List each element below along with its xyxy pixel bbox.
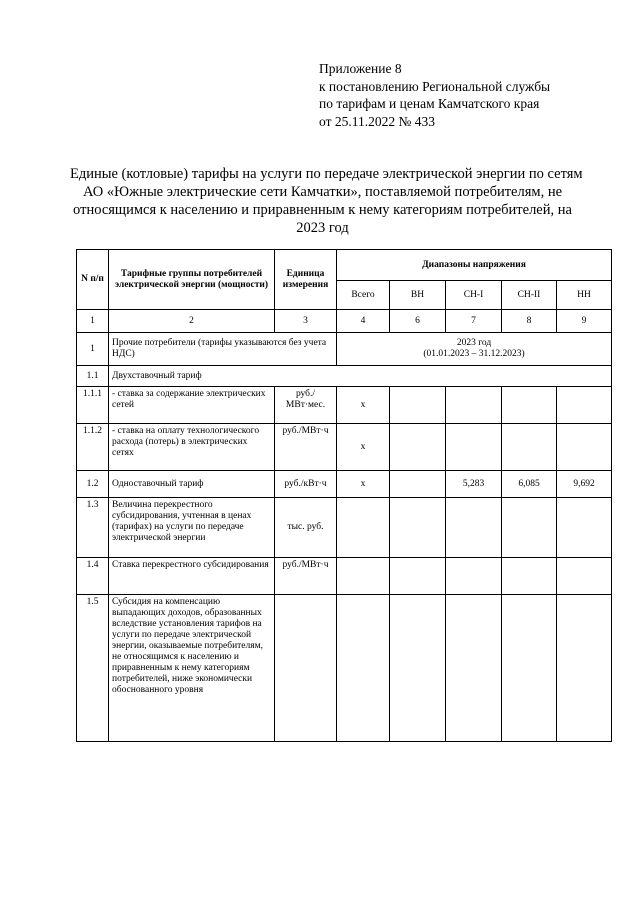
cell-sn1: 5,283 [446, 471, 502, 498]
column-number: 3 [275, 310, 337, 333]
cell-total: х [337, 424, 390, 471]
header-unit: Единица измерения [275, 250, 337, 310]
row-unit: тыс. руб. [275, 498, 337, 558]
header-vn: ВН [390, 281, 446, 310]
row-num: 1.5 [77, 595, 109, 742]
row-unit: руб./кВт·ч [275, 471, 337, 498]
cell-total: х [337, 471, 390, 498]
cell-sn1 [446, 498, 502, 558]
title-line: АО «Южные электрические сети Камчатки», поставляемой потребителям, не [82, 184, 563, 200]
row-num: 1.1 [77, 366, 109, 387]
table-row [77, 558, 612, 595]
header-num: N п/п [77, 250, 109, 310]
row-num: 1.3 [77, 498, 109, 558]
cell-vn [390, 558, 446, 595]
column-number: 9 [557, 310, 612, 333]
table-row [77, 595, 612, 742]
table-row [77, 387, 612, 424]
cell-sn1 [446, 595, 502, 742]
row-num: 1.2 [77, 471, 109, 498]
row-num: 1.1.1 [77, 387, 109, 424]
header-sn2: СН-II [502, 281, 557, 310]
row-num: 1 [77, 333, 109, 366]
cell-total: х [337, 387, 390, 424]
cell-total [337, 498, 390, 558]
row-unit: руб./МВт·мес. [275, 387, 337, 424]
table-row [77, 424, 612, 471]
cell-nn: 9,692 [557, 471, 612, 498]
header-nn: НН [557, 281, 612, 310]
row-num: 1.4 [77, 558, 109, 595]
row-name: - ставка за содержание электрических сетей [109, 387, 275, 424]
cell-sn2 [502, 498, 557, 558]
row-unit: руб./МВт·ч [275, 424, 337, 471]
appendix-line: от 25.11.2022 № 433 [319, 113, 435, 129]
row-name: Ставка перекрестного субсидирования [109, 558, 275, 595]
cell-nn [557, 387, 612, 424]
appendix-line: Приложение 8 [319, 61, 402, 76]
title-line: 2023 год [296, 220, 349, 236]
cell-vn [390, 471, 446, 498]
row-name: - ставка на оплату технологического расхода (потерь) в электрических сетях [109, 424, 275, 471]
period-range: (01.01.2023 – 31.12.2023) [423, 349, 525, 359]
cell-sn2 [502, 387, 557, 424]
cell-sn1 [446, 558, 502, 595]
row-unit: руб./МВт·ч [275, 558, 337, 595]
row-num: 1.1.2 [77, 424, 109, 471]
row-name: Одноставочный тариф [109, 471, 275, 498]
cell-sn2: 6,085 [502, 471, 557, 498]
header-row [77, 250, 612, 281]
cell-sn1 [446, 424, 502, 471]
cell-sn2 [502, 424, 557, 471]
header-groups: Тарифные группы потребителей электрической энергии (мощности) [109, 250, 275, 310]
period-cell [337, 333, 612, 366]
column-number: 6 [390, 310, 446, 333]
table-row [77, 333, 612, 366]
cell-vn [390, 387, 446, 424]
cell-sn2 [502, 595, 557, 742]
appendix-header [319, 60, 550, 130]
title-line: Единые (котловые) тарифы на услуги по передаче электрической энергии по сетям [70, 166, 583, 182]
period-year: 2023 год [456, 338, 492, 348]
column-number: 8 [502, 310, 557, 333]
column-number: 2 [109, 310, 275, 333]
cell-vn [390, 424, 446, 471]
header-total: Всего [337, 281, 390, 310]
row-name: Величина перекрестного субсидирования, учтенная в ценах (тарифах) на услуги по передаче электрической энергии [109, 498, 275, 558]
cell-sn1 [446, 387, 502, 424]
cell-sn2 [502, 558, 557, 595]
cell-nn [557, 595, 612, 742]
row-unit [275, 595, 337, 742]
cell-nn [557, 558, 612, 595]
appendix-line: по тарифам и ценам Камчатского края [319, 96, 540, 111]
cell-nn [557, 424, 612, 471]
column-number: 4 [337, 310, 390, 333]
column-number: 7 [446, 310, 502, 333]
table-row [77, 498, 612, 558]
cell-vn [390, 595, 446, 742]
tariff-table [76, 249, 612, 742]
cell-nn [557, 498, 612, 558]
row-name: Двухставочный тариф [109, 366, 612, 387]
row-name: Прочие потребители (тарифы указываются без учета НДС) [109, 333, 337, 366]
title-line: относящимся к населению и приравненным к нему категориям потребителей, на [73, 202, 572, 218]
table-row [77, 471, 612, 498]
document-title [70, 165, 583, 237]
cell-vn [390, 498, 446, 558]
header-sn1: СН-I [446, 281, 502, 310]
column-number: 1 [77, 310, 109, 333]
header-ranges: Диапазоны напряжения [337, 250, 612, 281]
column-numbers-row [77, 310, 612, 333]
cell-total [337, 558, 390, 595]
cell-total [337, 595, 390, 742]
table-row [77, 366, 612, 387]
appendix-line: к постановлению Региональной службы [319, 78, 551, 94]
row-name: Субсидия на компенсацию выпадающих доходов, образованных вследствие установления тарифов на услуги по передаче электрической энергии, оказываемые потребителям, не относящимся к населению и приравненным к нему категориям потребителей, ниже экономически обоснованного уровня [109, 595, 275, 742]
